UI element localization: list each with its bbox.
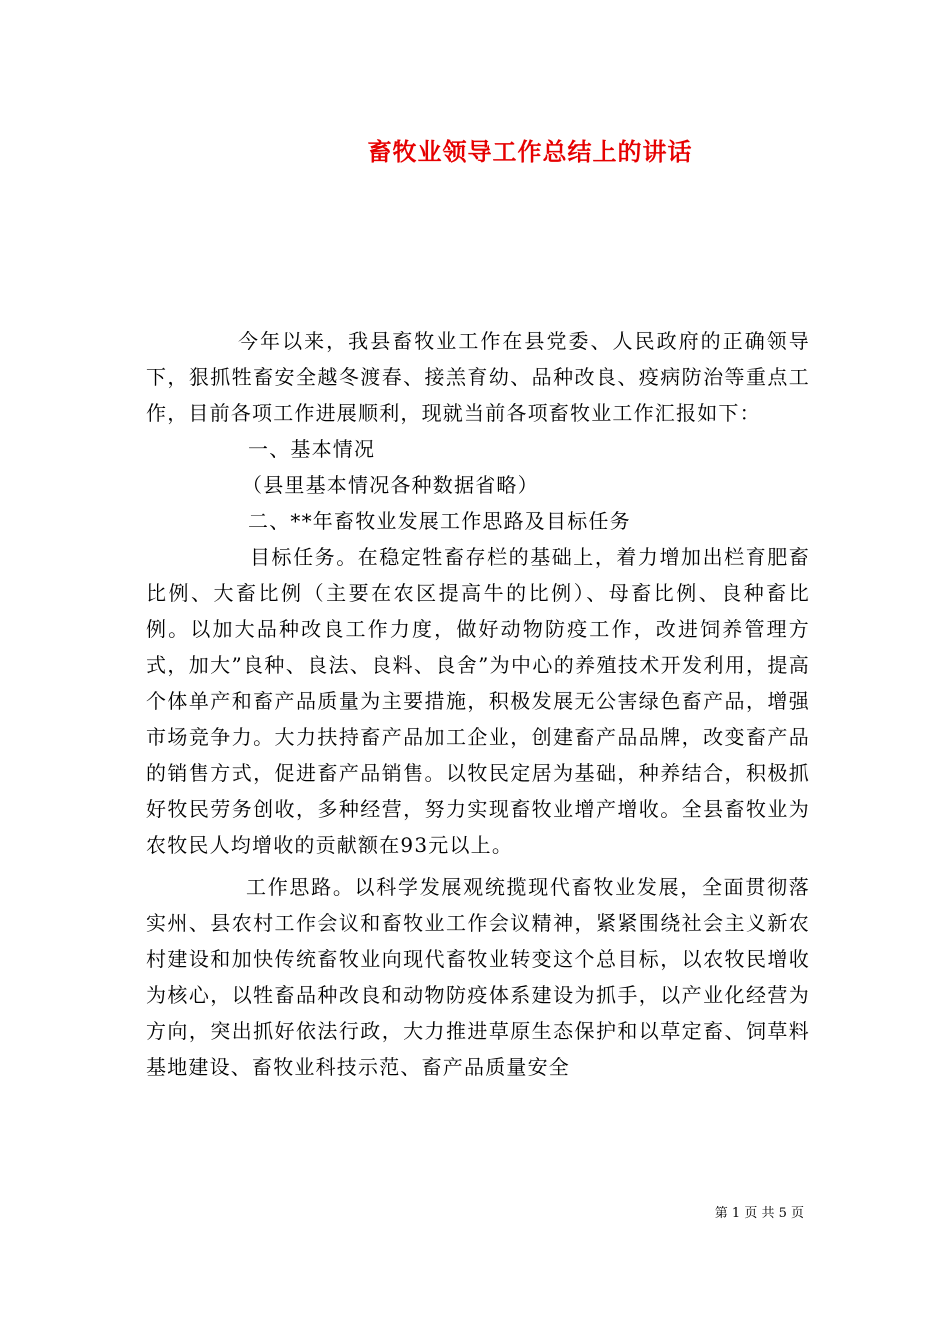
page-number-footer: 第 1 页 共 5 页	[714, 1206, 804, 1221]
document-title: 畜牧业领导工作总结上的讲话	[367, 137, 693, 166]
goals-paragraph: 目标任务。在稳定牲畜存栏的基础上，着力增加出栏育肥畜比例、大畜比例（主要在农区提高牛的比例）、母畜比例、良种畜比例。以加大品种改良工作力度，做好动物防疫工作，改进饲养管理方式，加大”良种、良法、良料、良舍”为中心的养殖技术开发利用，提高个体单产和畜产品质量为主要措施，积极发展无公害绿色畜产品，增强市场竞争力。大力扶持畜产品加工企业，创建畜产品品牌，改变畜产品的销售方式，促进畜产品销售。以牧民定居为基础，种养结合，积极抓好牧民劳务创收，多种经营，努力实现畜牧业增产增收。全县畜牧业为农牧民人均增收的贡献额在93元以上。	[146, 545, 810, 857]
section-2-heading: 二、**年畜牧业发展工作思路及目标任务	[248, 509, 631, 533]
section-1-note: （县里基本情况各种数据省略）	[242, 473, 539, 497]
work-ideas-paragraph: 工作思路。以科学发展观统揽现代畜牧业发展，全面贯彻落实州、县农村工作会议和畜牧业工作会议精神，紧紧围绕社会主义新农村建设和加快传统畜牧业向现代畜牧业转变这个总目标，以农牧民增收为核心，以牲畜品种改良和动物防疫体系建设为抓手，以产业化经营为方向，突出抓好依法行政，大力推进草原生态保护和以草定畜、饲草料基地建设、畜牧业科技示范、畜产品质量安全	[146, 875, 810, 1079]
intro-paragraph: 今年以来，我县畜牧业工作在县党委、人民政府的正确领导下，狠抓牲畜安全越冬渡春、接羔育幼、品种改良、疫病防治等重点工作，目前各项工作进展顺利，现就当前各项畜牧业工作汇报如下：	[146, 329, 810, 425]
document-body	[146, 323, 810, 1085]
section-1-heading: 一、基本情况	[248, 437, 376, 461]
